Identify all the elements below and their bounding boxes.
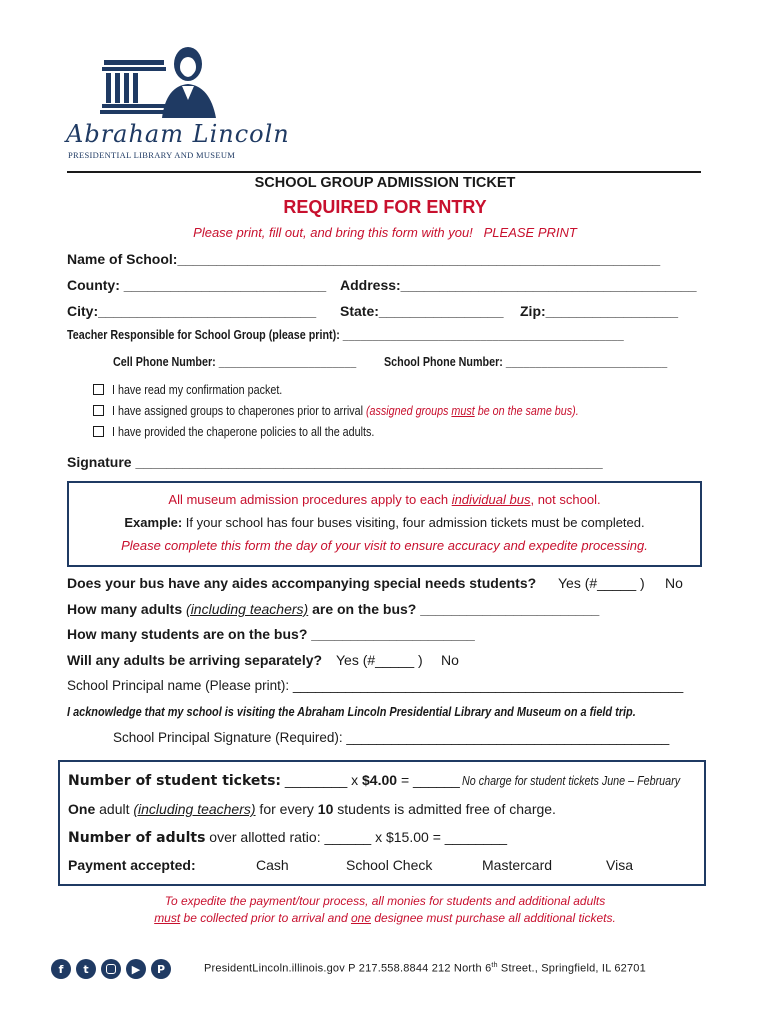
checklist-item-policies[interactable]: I have provided the chaperone policies to all the adults. <box>93 423 417 441</box>
school-name-field[interactable]: Name of School:______________________________________________________________ <box>67 251 661 267</box>
separate-no-option[interactable]: No <box>441 652 459 668</box>
payment-cash[interactable]: Cash <box>256 857 289 873</box>
teacher-field[interactable]: Teacher Responsible for School Group (please print): _______________________________________________ <box>67 328 624 342</box>
checkbox[interactable] <box>93 384 104 395</box>
logo-subtitle: PRESIDENTIAL LIBRARY AND MUSEUM <box>68 150 236 160</box>
header-rule <box>67 171 701 173</box>
state-field[interactable]: State:________________ <box>340 303 504 319</box>
checklist-item-groups[interactable]: I have assigned groups to chaperones prior to arrival (assigned groups must be on the same bus). <box>93 402 655 420</box>
county-field[interactable]: County: __________________________ <box>67 277 327 293</box>
notice-line-1: All museum admission procedures apply to each individual bus, not school. <box>168 492 601 507</box>
aides-yes-field[interactable]: Yes (#_____ ) <box>558 575 645 591</box>
lincoln-portrait-icon <box>66 40 246 130</box>
payment-note-line-2: must be collected prior to arrival and one designee must purchase all additional tickets. <box>154 911 616 925</box>
cell-phone-field[interactable]: Cell Phone Number: _______________________ <box>113 355 357 369</box>
city-field[interactable]: City:____________________________ <box>67 303 317 319</box>
tickets-box <box>58 760 706 886</box>
notice-line-2: Example: If your school has four buses visiting, four admission tickets must be completed. <box>124 515 645 530</box>
notice-box <box>67 481 702 567</box>
social-icons <box>51 959 171 979</box>
youtube-icon[interactable]: ▶ <box>126 959 146 979</box>
school-phone-field[interactable]: School Phone Number: ___________________________ <box>384 355 668 369</box>
facebook-icon[interactable]: f <box>51 959 71 979</box>
student-ticket-note: No charge for student tickets June – February <box>462 774 681 788</box>
instagram-icon[interactable] <box>101 959 121 979</box>
checkbox[interactable] <box>93 405 104 416</box>
checkbox[interactable] <box>93 426 104 437</box>
separate-question: Will any adults be arriving separately? <box>67 652 323 668</box>
aides-no-option[interactable]: No <box>665 575 683 591</box>
adults-question[interactable]: How many adults (including teachers) are on the bus? _______________________ <box>67 601 600 617</box>
payment-label: Payment accepted: <box>68 857 196 873</box>
student-tickets-row[interactable]: Number of student tickets: ________ x $4.00 = ______ <box>68 772 460 789</box>
pinterest-icon[interactable]: P <box>151 959 171 979</box>
payment-school-check[interactable]: School Check <box>346 857 433 873</box>
notice-line-3: Please complete this form the day of your visit to ensure accuracy and expedite processing. <box>121 538 648 553</box>
twitter-icon[interactable]: t <box>76 959 96 979</box>
address-field[interactable]: Address:______________________________________ <box>340 277 697 293</box>
logo-script-name: Abraham Lincoln <box>66 120 290 148</box>
students-question[interactable]: How many students are on the bus? _____________________ <box>67 626 475 642</box>
required-heading: REQUIRED FOR ENTRY <box>283 197 487 217</box>
payment-mastercard[interactable]: Mastercard <box>482 857 553 873</box>
payment-visa[interactable]: Visa <box>606 857 633 873</box>
acknowledgement-text: I acknowledge that my school is visiting the Abraham Lincoln Presidential Library and Museum on a field trip. <box>67 704 636 719</box>
separate-yes-field[interactable]: Yes (#_____ ) <box>336 652 423 668</box>
principal-signature-field[interactable]: School Principal Signature (Required): ___________________________________________ <box>113 730 670 745</box>
form-title: SCHOOL GROUP ADMISSION TICKET <box>254 175 516 191</box>
adult-tickets-row[interactable]: Number of adults over allotted ratio: ______ x $15.00 = ________ <box>68 829 508 846</box>
aides-question: Does your bus have any aides accompanying special needs students? <box>67 575 537 591</box>
contact-info: PresidentLincoln.illinois.gov P 217.558.8844 212 North 6th Street., Springfield, IL 62701 <box>204 962 646 975</box>
principal-name-field[interactable]: School Principal name (Please print): ____________________________________________________ <box>67 678 684 693</box>
library-logo <box>66 40 290 162</box>
checklist-item-confirmation[interactable]: I have read my confirmation packet. <box>93 381 310 399</box>
payment-note-line-1: To expedite the payment/tour process, all monies for students and additional adults <box>164 894 606 908</box>
adult-ratio-text: One adult (including teachers) for every 10 students is admitted free of charge. <box>68 801 556 817</box>
zip-field[interactable]: Zip:_________________ <box>520 303 679 319</box>
signature-field[interactable]: Signature ____________________________________________________________ <box>67 454 603 470</box>
instruction-text: Please print, fill out, and bring this form with you! PLEASE PRINT <box>193 225 577 240</box>
